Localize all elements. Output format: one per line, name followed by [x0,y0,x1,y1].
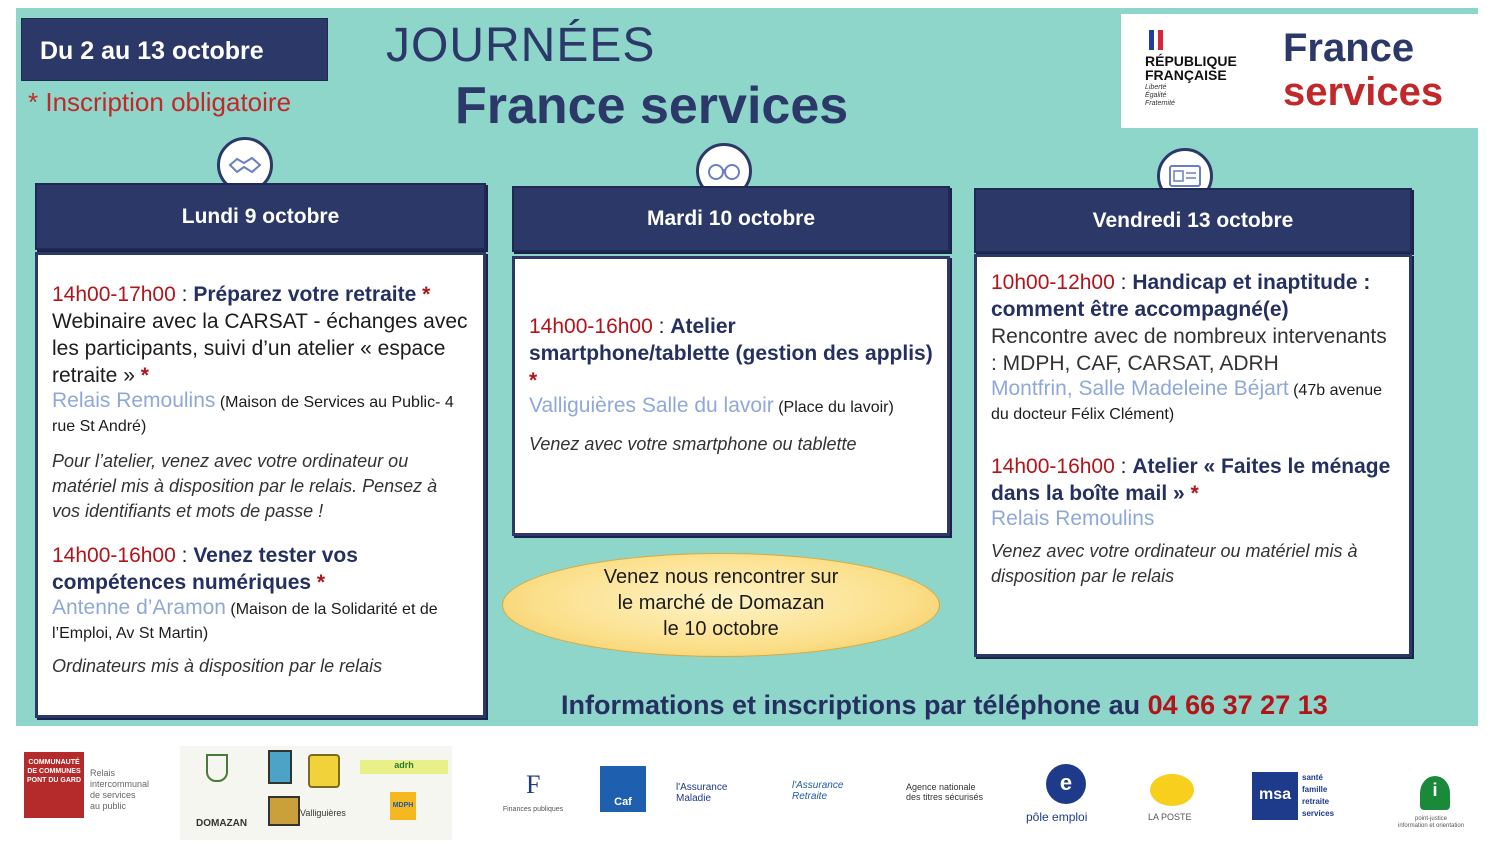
point-justice-logo: point-justice information et orientation [1398,816,1465,829]
pole-emploi-icon: e [1046,764,1086,804]
event-friday-2-note: Venez avec votre ordinateur ou matériel mis à disposition par le relais [991,541,1358,586]
rf-motto: Liberté Égalité Fraternité [1145,84,1175,107]
event-friday-2: 14h00-16h00 : Atelier « Faites le ménage dans la boîte mail » * [991,455,1391,505]
french-flag-icon [1149,30,1163,50]
event-friday-2-place: Relais Remoulins [991,507,1155,530]
day-header-monday: Lundi 9 octobre [35,183,486,250]
mdph-logo: MDPH [390,792,416,820]
point-justice-icon: i [1420,776,1450,810]
domazan-logo: DOMAZAN [196,818,248,829]
msa-tagline: santé famille retraite services [1302,773,1335,818]
france-services-logo [1121,14,1479,128]
phone-number[interactable]: 04 66 37 27 13 [1147,690,1328,720]
event-monday-2-place: Antenne d’Aramon (Maison de la Solidarité et de l’Emploi, Av St Martin) [52,596,438,642]
market-callout: Venez nous rencontrer sur le marché de Domazan le 10 octobre [502,553,940,657]
event-monday-2-note: Ordinateurs mis à disposition par le relais [52,656,383,676]
day-body-tuesday [512,256,950,536]
fs-logo-line2: services [1283,70,1444,114]
event-monday-2: 14h00-16h00 : Venez tester vos compétences numériques * [52,544,358,594]
info-phone-line: Informations et inscriptions par téléphone au 04 66 37 27 13 [561,690,1328,720]
event-friday-1: 10h00-12h00 : Handicap et inaptitude : comment être accompagné(e) Rencontre avec de nombreux intervenants : MDPH, CAF, CARSAT, ADRH [991,271,1387,375]
republique-francaise-logo: RÉPUBLIQUE FRANÇAISE [1145,53,1237,83]
crest-icon [268,750,292,784]
title-top: JOURNÉES [386,19,656,72]
partners-strip [0,736,1500,844]
inscription-note: * Inscription obligatoire [28,87,292,117]
caf-logo: Caf [600,766,646,812]
crest-icon [268,796,300,826]
finances-f-icon: F [526,770,541,799]
msa-logo: msa [1252,772,1298,820]
cc-pont-du-gard-logo: COMMUNAUTÉ DE COMMUNES PONT DU GARD [24,752,84,818]
event-monday-1: 14h00-17h00 : Préparez votre retraite * Webinaire avec la CARSAT - échanges avec les participants, suivi d’un atelier « espace retraite » * [52,283,468,387]
ants-logo: Agence nationale des titres sécurisés [906,782,984,802]
date-banner: Du 2 au 13 octobre [21,18,328,81]
la-poste-logo: LA POSTE [1148,812,1192,822]
event-tuesday-1: 14h00-16h00 : Atelier smartphone/tablette (gestion des applis) * [529,315,933,392]
day-header-tuesday: Mardi 10 octobre [512,186,950,252]
event-monday-1-place: Relais Remoulins (Maison de Services au Public- 4 rue St André) [52,389,454,435]
pole-emploi-logo: pôle emploi [1026,810,1088,824]
event-friday-1-place: Montfrin, Salle Madeleine Béjart (47b avenue du docteur Félix Clément) [991,377,1383,423]
crest-icon [308,754,340,788]
event-tuesday-1-note: Venez avec votre smartphone ou tablette [529,434,857,454]
event-tuesday-1-place: Valliguières Salle du lavoir (Place du lavoir) [529,394,894,417]
day-body-friday [974,254,1412,657]
page-title: France services [455,77,849,135]
day-header-friday: Vendredi 13 octobre [974,188,1412,253]
la-poste-icon [1150,774,1194,806]
relais-intercommunal-text: Relais intercommunal de services au public [90,768,150,811]
assurance-retraite-logo: l'Assurance Retraite [792,780,844,802]
fs-logo-line1: France [1283,26,1415,70]
assurance-maladie-logo: l'Assurance Maladie [676,782,728,804]
adrh-logo: adrh [360,760,448,774]
finances-publiques-logo: Finances publiques [502,806,564,813]
event-monday-1-note: Pour l’atelier, venez avec votre ordinateur ou matériel mis à disposition par le relais. Pensez à vos identifiants et mots de passe ! [52,451,438,521]
day-body-monday [35,252,486,718]
crest-icon [206,754,228,782]
valliguieres-logo: Valliguières [300,808,346,818]
